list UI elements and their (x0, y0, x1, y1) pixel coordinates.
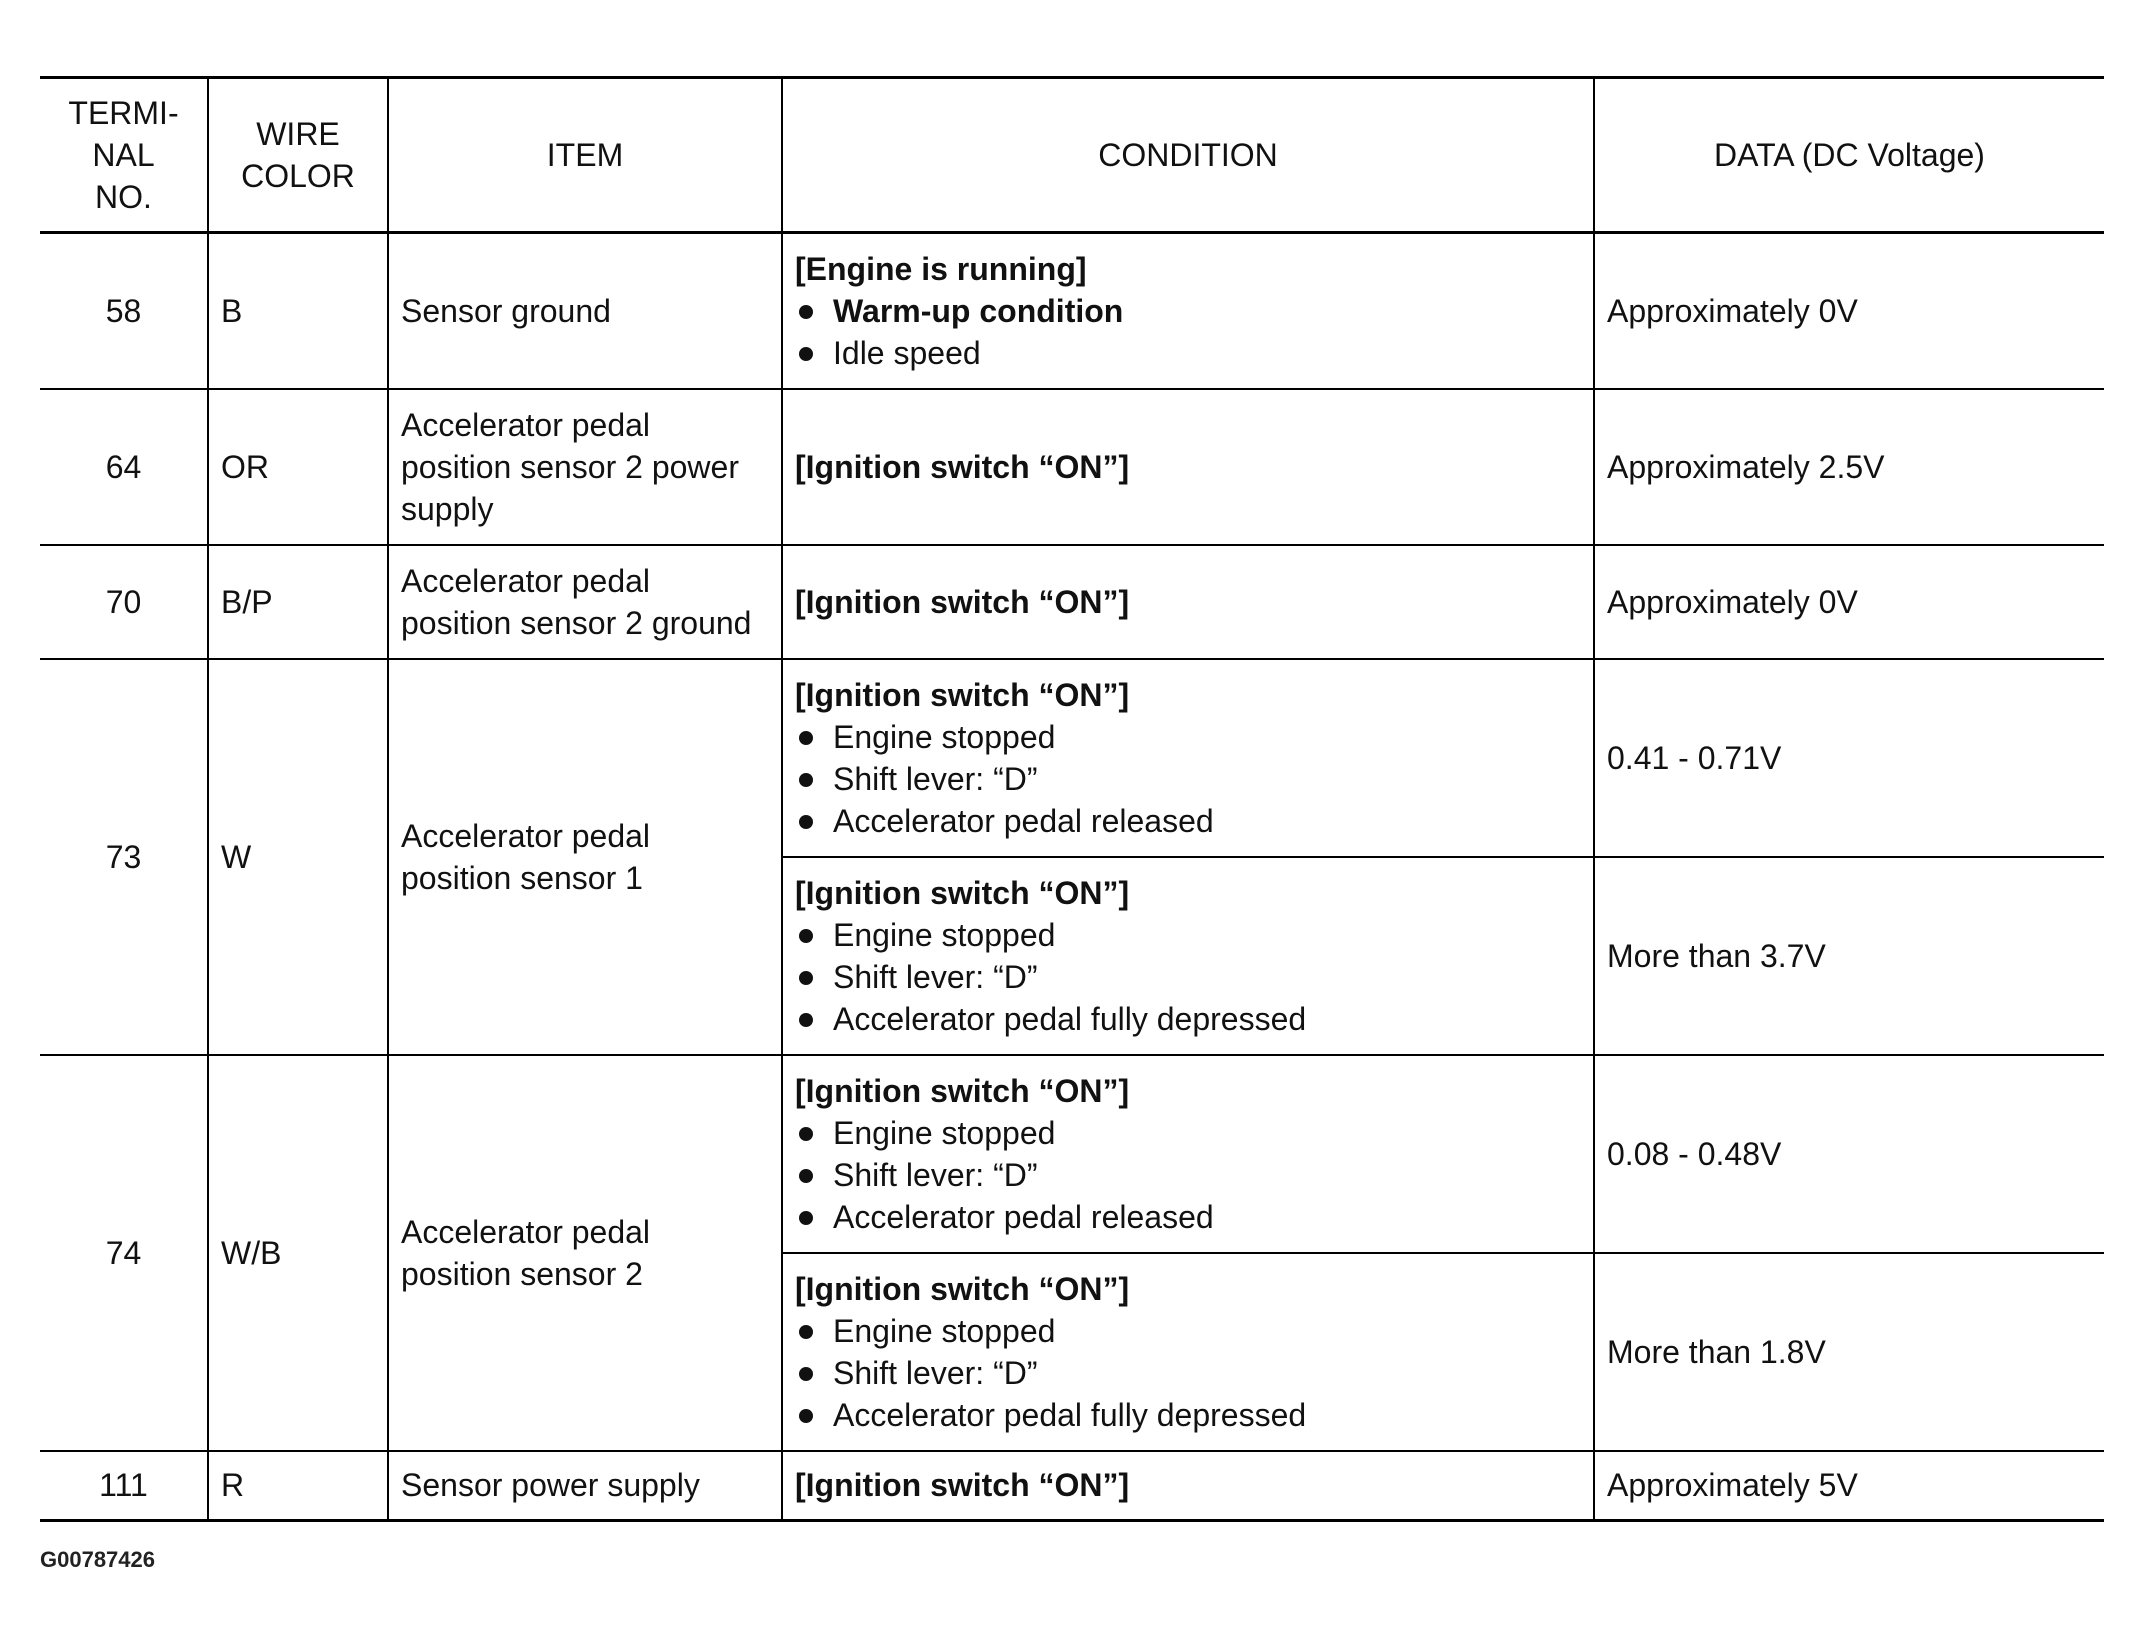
terminal-data-table (40, 76, 2104, 1522)
condition-bullet-list (795, 716, 1581, 842)
bullet-text: Shift lever: “D” (833, 1156, 1038, 1193)
bullet-dot-icon (799, 1211, 813, 1225)
item-cell: Sensor ground (388, 233, 782, 389)
condition-cell (782, 389, 1594, 545)
bullet-text: Accelerator pedal fully depressed (833, 1000, 1307, 1037)
condition-bullet-list (795, 914, 1581, 1040)
condition-title: [Ignition switch “ON”] (795, 676, 1130, 713)
table-row (40, 1451, 2104, 1521)
condition-cell (782, 1253, 1594, 1451)
item-cell: Accelerator pedal position sensor 2 ground (388, 545, 782, 659)
terminal-no-cell: 64 (40, 389, 208, 545)
bullet-dot-icon (799, 971, 813, 985)
header-condition: CONDITION (782, 78, 1594, 233)
terminal-no-cell: 74 (40, 1055, 208, 1451)
condition-cell (782, 659, 1594, 857)
bullet-text: Shift lever: “D” (833, 760, 1038, 797)
condition-title: [Ignition switch “ON”] (795, 448, 1130, 485)
wire-color-cell: B (208, 233, 388, 389)
item-cell: Accelerator pedal position sensor 2 power supply (388, 389, 782, 545)
bullet-text: Accelerator pedal released (833, 802, 1214, 839)
bullet-dot-icon (799, 1127, 813, 1141)
data-voltage-cell: More than 1.8V (1594, 1253, 2104, 1451)
condition-bullet (795, 332, 1581, 374)
bullet-text: Idle speed (833, 334, 981, 371)
header-terminal-no: TERMI- NAL NO. (40, 78, 208, 233)
data-voltage-cell: More than 3.7V (1594, 857, 2104, 1055)
terminal-no-cell: 73 (40, 659, 208, 1055)
data-voltage-cell: 0.41 - 0.71V (1594, 659, 2104, 857)
data-voltage-cell: Approximately 0V (1594, 233, 2104, 389)
condition-title: [Ignition switch “ON”] (795, 583, 1130, 620)
condition-bullet (795, 1196, 1581, 1238)
condition-bullet-list (795, 1310, 1581, 1436)
condition-cell (782, 1055, 1594, 1253)
condition-title: [Ignition switch “ON”] (795, 1270, 1130, 1307)
table-row (40, 233, 2104, 389)
wire-color-cell: W (208, 659, 388, 1055)
bullet-dot-icon (799, 773, 813, 787)
bullet-dot-icon (799, 1325, 813, 1339)
table-header-row (40, 78, 2104, 233)
bullet-text: Engine stopped (833, 916, 1056, 953)
wire-color-cell: B/P (208, 545, 388, 659)
table-row (40, 1055, 2104, 1253)
condition-bullet-list (795, 1112, 1581, 1238)
condition-title: [Ignition switch “ON”] (795, 1467, 1130, 1504)
condition-title: [Engine is running] (795, 250, 1087, 287)
condition-bullet (795, 914, 1581, 956)
data-voltage-cell: Approximately 2.5V (1594, 389, 2104, 545)
data-voltage-cell: 0.08 - 0.48V (1594, 1055, 2104, 1253)
table-row (40, 545, 2104, 659)
condition-bullet (795, 1154, 1581, 1196)
bullet-dot-icon (799, 1169, 813, 1183)
bullet-dot-icon (799, 347, 813, 361)
table-row (40, 659, 2104, 857)
bullet-dot-icon (799, 731, 813, 745)
condition-bullet (795, 998, 1581, 1040)
condition-cell (782, 1451, 1594, 1521)
bullet-text: Engine stopped (833, 1114, 1056, 1151)
bullet-dot-icon (799, 929, 813, 943)
condition-bullet (795, 1310, 1581, 1352)
condition-cell (782, 545, 1594, 659)
header-item: ITEM (388, 78, 782, 233)
condition-bullet (795, 716, 1581, 758)
bullet-text: Accelerator pedal fully depressed (833, 1396, 1307, 1433)
condition-bullet (795, 290, 1581, 332)
condition-bullet (795, 1352, 1581, 1394)
wire-color-cell: R (208, 1451, 388, 1521)
item-cell: Accelerator pedal position sensor 2 (388, 1055, 782, 1451)
bullet-dot-icon (799, 1367, 813, 1381)
bullet-text: Engine stopped (833, 718, 1056, 755)
condition-title: [Ignition switch “ON”] (795, 874, 1130, 911)
table-row (40, 389, 2104, 545)
condition-bullet (795, 758, 1581, 800)
bullet-text: Warm-up condition (833, 292, 1124, 329)
wire-color-cell: OR (208, 389, 388, 545)
header-data: DATA (DC Voltage) (1594, 78, 2104, 233)
condition-bullet (795, 1112, 1581, 1154)
figure-id: G00787426 (40, 1547, 155, 1572)
header-wire-color: WIRE COLOR (208, 78, 388, 233)
condition-cell (782, 857, 1594, 1055)
wire-color-cell: W/B (208, 1055, 388, 1451)
bullet-dot-icon (799, 815, 813, 829)
bullet-text: Shift lever: “D” (833, 958, 1038, 995)
terminal-no-cell: 70 (40, 545, 208, 659)
table-body (40, 233, 2104, 1521)
condition-bullet-list (795, 290, 1581, 374)
data-voltage-cell: Approximately 5V (1594, 1451, 2104, 1521)
item-cell: Accelerator pedal position sensor 1 (388, 659, 782, 1055)
bullet-dot-icon (799, 305, 813, 319)
terminal-data-table-frame (40, 76, 2104, 1522)
terminal-no-cell: 58 (40, 233, 208, 389)
bullet-text: Shift lever: “D” (833, 1354, 1038, 1391)
condition-bullet (795, 1394, 1581, 1436)
condition-cell (782, 233, 1594, 389)
bullet-text: Accelerator pedal released (833, 1198, 1214, 1235)
terminal-no-cell: 111 (40, 1451, 208, 1521)
condition-title: [Ignition switch “ON”] (795, 1072, 1130, 1109)
condition-bullet (795, 956, 1581, 998)
bullet-text: Engine stopped (833, 1312, 1056, 1349)
bullet-dot-icon (799, 1013, 813, 1027)
data-voltage-cell: Approximately 0V (1594, 545, 2104, 659)
bullet-dot-icon (799, 1409, 813, 1423)
condition-bullet (795, 800, 1581, 842)
item-cell: Sensor power supply (388, 1451, 782, 1521)
